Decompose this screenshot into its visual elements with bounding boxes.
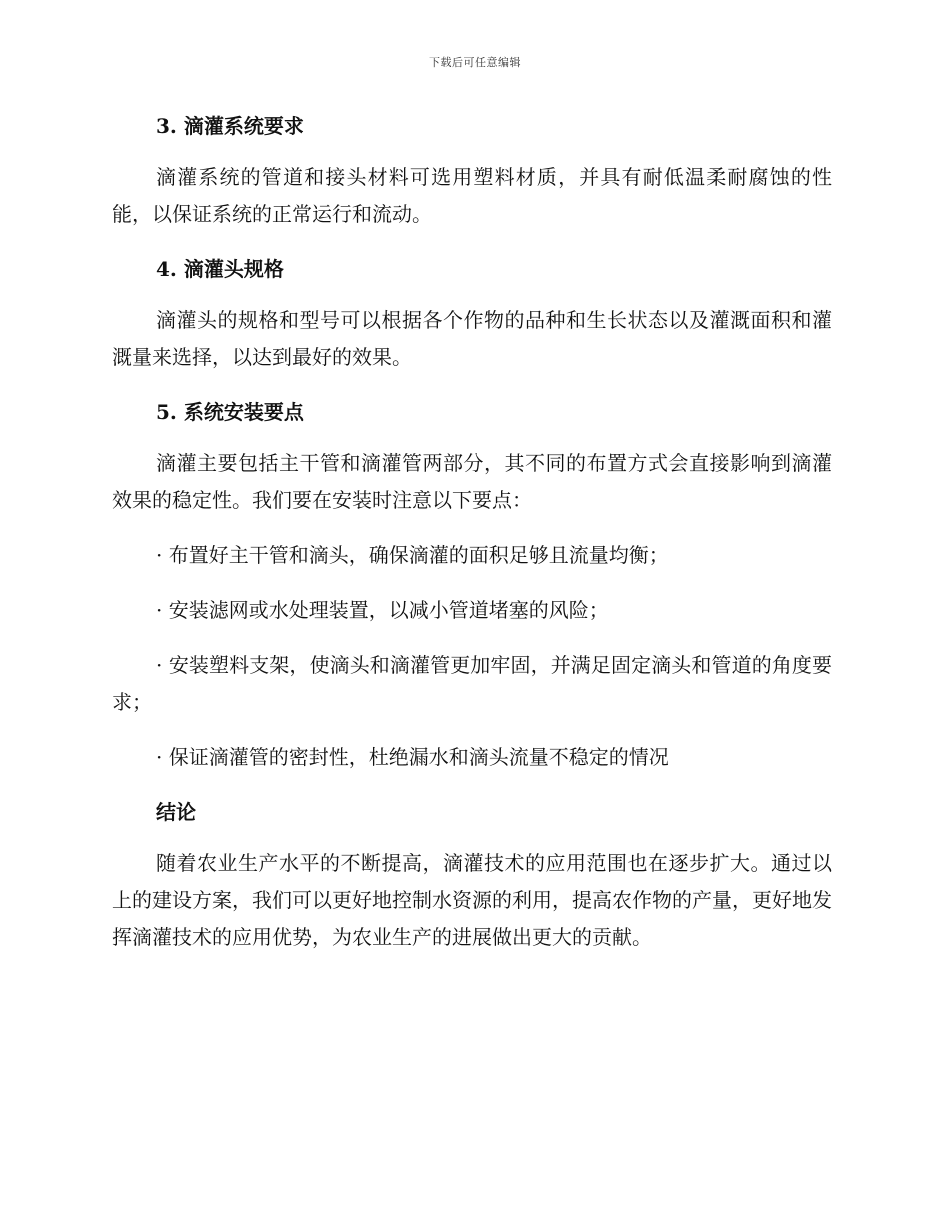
page-header: 下载后可任意编辑 [429,56,521,69]
bullet-item-3: · 安装塑料支架，使滴头和滴灌管更加牢固，并满足固定滴头和管道的角度要求； [112,653,832,714]
section-5-body: 滴灌主要包括主干管和滴灌管两部分，其不同的布置方式会直接影响到滴灌效果的稳定性。我们要在安装时注意以下要点： [112,451,832,512]
conclusion-title: 结论 [156,800,196,824]
document-body [112,108,832,956]
section-5-title: 5. 系统安装要点 [156,400,304,424]
section-4-body: 滴灌头的规格和型号可以根据各个作物的品种和生长状态以及灌溉面积和灌溉量来选择，以达到最好的效果。 [112,308,832,369]
section-3-title: 3. 滴灌系统要求 [156,114,304,138]
section-4-title: 4. 滴灌头规格 [156,257,284,281]
conclusion-body: 随着农业生产水平的不断提高，滴灌技术的应用范围也在逐步扩大。通过以上的建设方案，我们可以更好地控制水资源的利用，提高农作物的产量，更好地发挥滴灌技术的应用优势，为农业生产的进展做出更大的贡献。 [112,851,832,949]
bullet-item-2: · 安装滤网或水处理装置，以减小管道堵塞的风险； [156,598,609,622]
bullet-item-1: · 布置好主干管和滴头，确保滴灌的面积足够且流量均衡； [156,543,669,567]
section-3-body: 滴灌系统的管道和接头材料可选用塑料材质，并具有耐低温柔耐腐蚀的性能，以保证系统的正常运行和流动。 [112,165,832,226]
bullet-item-4: · 保证滴灌管的密封性，杜绝漏水和滴头流量不稳定的情况 [156,745,669,769]
